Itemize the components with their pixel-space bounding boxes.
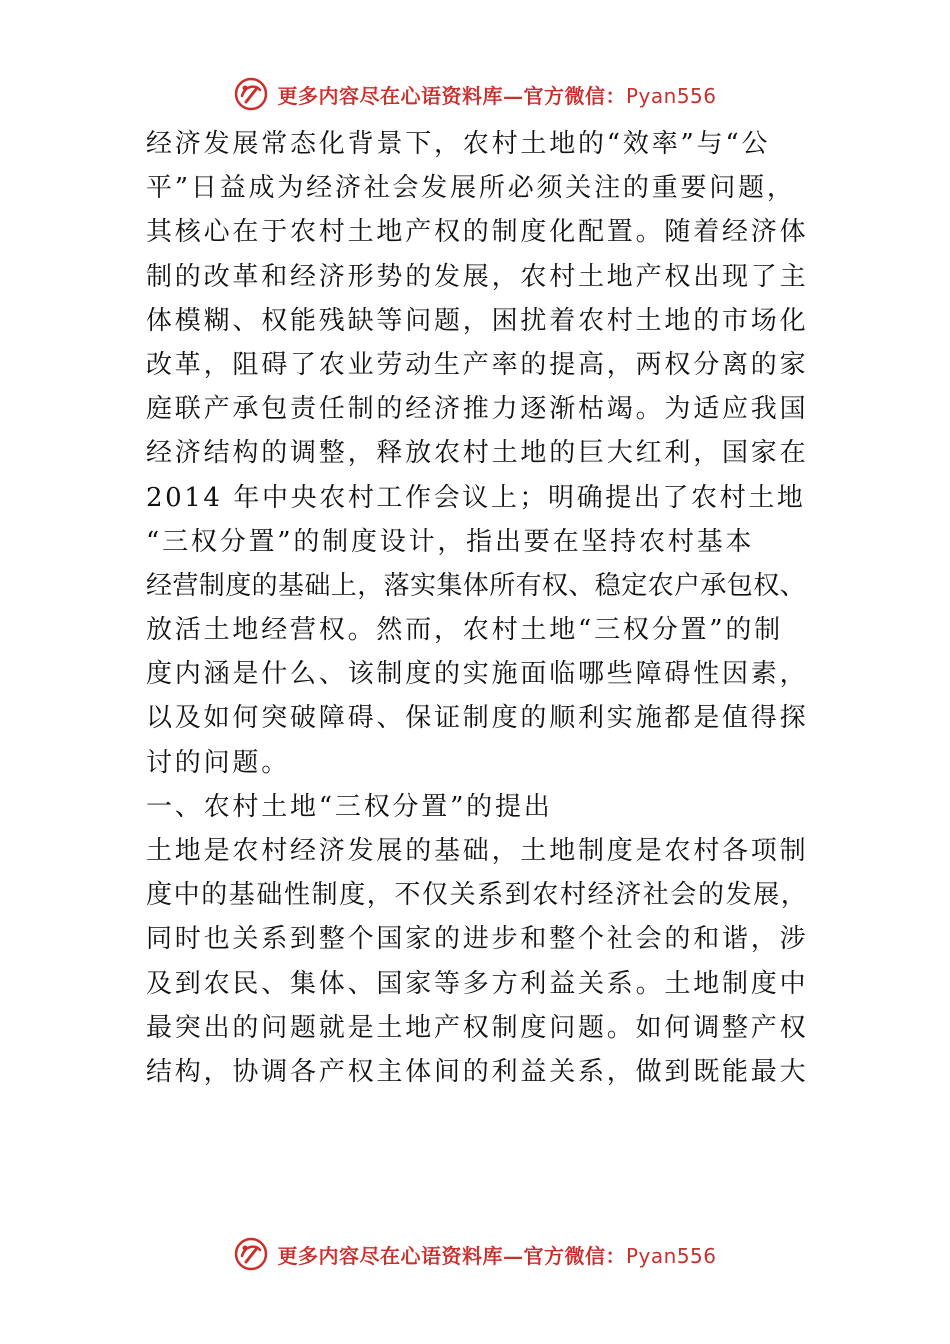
brand-logo-icon bbox=[233, 1236, 269, 1272]
header-banner-text: 更多内容尽在心语资料库—官方微信：Pyan556 bbox=[277, 83, 717, 108]
text-line: “三权分置”的制度设计，指出要在坚持农村基本 bbox=[146, 526, 755, 557]
text-line: 经营制度的基础上，落实集体所有权、稳定农户承包权、 bbox=[146, 570, 807, 601]
text-line: 改革，阻碍了农业劳动生产率的提高，两权分离的家 bbox=[146, 349, 809, 380]
text-line: 2014 年中央农村工作会议上；明确提出了农村土地 bbox=[146, 482, 806, 513]
text-line: 体模糊、权能残缺等问题，困扰着农村土地的市场化 bbox=[146, 305, 809, 336]
text-line: 度中的基础性制度，不仅关系到农村经济社会的发展， bbox=[146, 880, 809, 911]
text-line: 同时也关系到整个国家的进步和整个社会的和谐，涉 bbox=[146, 924, 809, 955]
footer-banner bbox=[0, 1232, 950, 1276]
brand-logo-icon bbox=[233, 76, 269, 112]
text-line: 放活土地经营权。然而，农村土地“三权分置”的制 bbox=[146, 615, 783, 646]
text-line: 以及如何突破障碍、保证制度的顺利实施都是值得探 bbox=[146, 703, 809, 734]
text-line: 结构，协调各产权主体间的利益关系，做到既能最大 bbox=[146, 1056, 809, 1087]
text-line: 经济发展常态化背景下，农村土地的“效率”与“公 bbox=[146, 129, 771, 159]
text-line: 其核心在于农村土地产权的制度化配置。随着经济体 bbox=[146, 217, 809, 248]
text-line: 土地是农村经济发展的基础，土地制度是农村各项制 bbox=[146, 836, 809, 866]
text-line: 一、农村土地“三权分置”的提出 bbox=[146, 791, 553, 822]
text-line: 最突出的问题就是土地产权制度问题。如何调整产权 bbox=[146, 1012, 809, 1043]
text-line: 度内涵是什么、该制度的实施面临哪些障碍性因素， bbox=[146, 659, 809, 690]
text-line: 经济结构的调整，释放农村土地的巨大红利，国家在 bbox=[146, 438, 809, 469]
text-line: 庭联产承包责任制的经济推力逐渐枯竭。为适应我国 bbox=[146, 394, 809, 425]
text-line: 制的改革和经济形势的发展，农村土地产权出现了主 bbox=[146, 261, 809, 292]
footer-banner-text: 更多内容尽在心语资料库—官方微信：Pyan556 bbox=[277, 1243, 717, 1268]
document-body bbox=[146, 122, 808, 1094]
text-line: 平”日益成为经济社会发展所必须关注的重要问题， bbox=[146, 173, 796, 204]
text-line: 讨的问题。 bbox=[146, 747, 291, 778]
text-line: 及到农民、集体、国家等多方利益关系。土地制度中 bbox=[146, 968, 809, 999]
header-banner bbox=[0, 72, 950, 116]
